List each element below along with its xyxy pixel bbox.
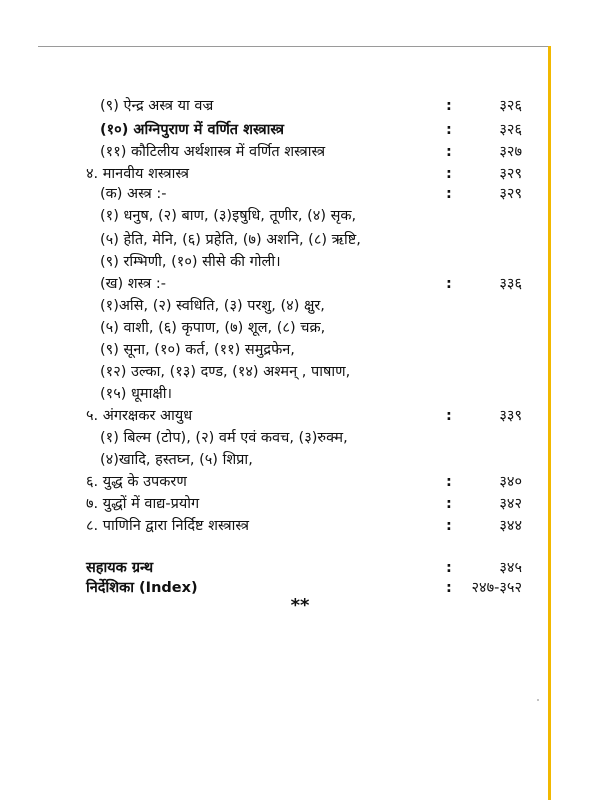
- toc-entry: [0, 296, 600, 318]
- toc-entry: [0, 494, 600, 516]
- entry-title: (क) अस्त्र :-: [100, 186, 167, 202]
- entry-title: (१०) अग्निपुराण में वर्णित शस्त्रास्त्र: [100, 122, 285, 138]
- entry-title: ७. युद्धों में वाद्य-प्रयोग: [86, 496, 200, 512]
- toc-entry: [0, 406, 600, 428]
- entry-page-number: ३२६: [499, 122, 522, 138]
- entry-page-number: २४७-३५२: [471, 580, 522, 596]
- toc-entry: [0, 230, 600, 252]
- toc-entry: [0, 362, 600, 384]
- entry-title: सहायक ग्रन्थ: [86, 560, 154, 576]
- entry-title: (९) रम्भिणी, (१०) सीसे की गोली।: [100, 254, 281, 270]
- entry-title: (१२) उल्का, (१३) दण्ड, (१४) अश्मन् , पाषाण,: [100, 364, 351, 380]
- toc-entry: [0, 318, 600, 340]
- entry-separator: :: [446, 166, 452, 182]
- entry-title: (९) सूना, (१०) कर्त, (११) समुद्रफेन,: [100, 342, 295, 358]
- toc-entry: [0, 120, 600, 142]
- toc-entry: [0, 206, 600, 228]
- entry-page-number: ३२९: [499, 166, 522, 182]
- toc-entry: [0, 472, 600, 494]
- entry-title: ४. मानवीय शस्त्रास्त्र: [86, 166, 189, 182]
- entry-page-number: ३४०: [499, 474, 522, 490]
- entry-separator: :: [446, 408, 452, 424]
- entry-separator: :: [446, 496, 452, 512]
- toc-entry: [0, 428, 600, 450]
- entry-title: (५) हेति, मेनि, (६) प्रहेति, (७) अशनि, (८) ऋष्टि,: [100, 232, 361, 248]
- entry-title: (१५) धूमाक्षी।: [100, 386, 172, 402]
- entry-title: (१)असि, (२) स्वधिति, (३) परशु, (४) क्षुर,: [100, 298, 325, 314]
- entry-separator: :: [446, 560, 452, 576]
- entry-separator: :: [446, 580, 452, 596]
- toc-entry: [0, 164, 600, 186]
- entry-title: (१) बिल्म (टोप), (२) वर्म एवं कवच, (३)रुक्म,: [100, 430, 348, 446]
- toc-entry: [0, 516, 600, 538]
- entry-separator: :: [446, 144, 452, 160]
- toc-entry: [0, 340, 600, 362]
- toc-entry: [0, 142, 600, 164]
- entry-separator: :: [446, 98, 452, 114]
- entry-page-number: ३३९: [499, 408, 522, 424]
- entry-page-number: ३२६: [499, 98, 522, 114]
- toc-entry: [0, 274, 600, 296]
- entry-page-number: ३२७: [499, 144, 522, 160]
- entry-separator: :: [446, 518, 452, 534]
- toc-entry: [0, 96, 600, 118]
- entry-page-number: ३३६: [499, 276, 522, 292]
- end-ornament: **: [290, 595, 310, 616]
- entry-title: (९) ऐन्द्र अस्त्र या वज्र: [100, 98, 214, 114]
- entry-separator: :: [446, 474, 452, 490]
- entry-page-number: ३२९: [499, 186, 522, 202]
- entry-page-number: ३४४: [499, 518, 522, 534]
- entry-title: (४)खादि, हस्तघ्न, (५) शिप्रा,: [100, 452, 253, 468]
- entry-page-number: ३४२: [499, 496, 522, 512]
- entry-title: (५) वाशी, (६) कृपाण, (७) शूल, (८) चक्र,: [100, 320, 326, 336]
- toc-entry: [0, 450, 600, 472]
- toc-entry: [0, 252, 600, 274]
- entry-title: (ख) शस्त्र :-: [100, 276, 167, 292]
- entry-page-number: ३४५: [499, 560, 522, 576]
- entry-title: ६. युद्ध के उपकरण: [86, 474, 187, 490]
- entry-separator: :: [446, 186, 452, 202]
- entry-separator: :: [446, 276, 452, 292]
- toc-entry: [0, 558, 600, 580]
- entry-title: ५. अंगरक्षकर आयुध: [86, 408, 193, 424]
- entry-title: निर्देशिका (Index): [86, 580, 198, 596]
- entry-separator: :: [446, 122, 452, 138]
- toc-entry: [0, 184, 600, 206]
- entry-title: (११) कौटिलीय अर्थशास्त्र में वर्णित शस्त्रास्त्र: [100, 144, 326, 160]
- entry-title: (१) धनुष, (२) बाण, (३)इषुधि, तूणीर, (४) सृक,: [100, 208, 357, 224]
- toc-entry: [0, 384, 600, 406]
- entry-title: ८. पाणिनि द्वारा निर्दिष्ट शस्त्रास्त्र: [86, 518, 250, 534]
